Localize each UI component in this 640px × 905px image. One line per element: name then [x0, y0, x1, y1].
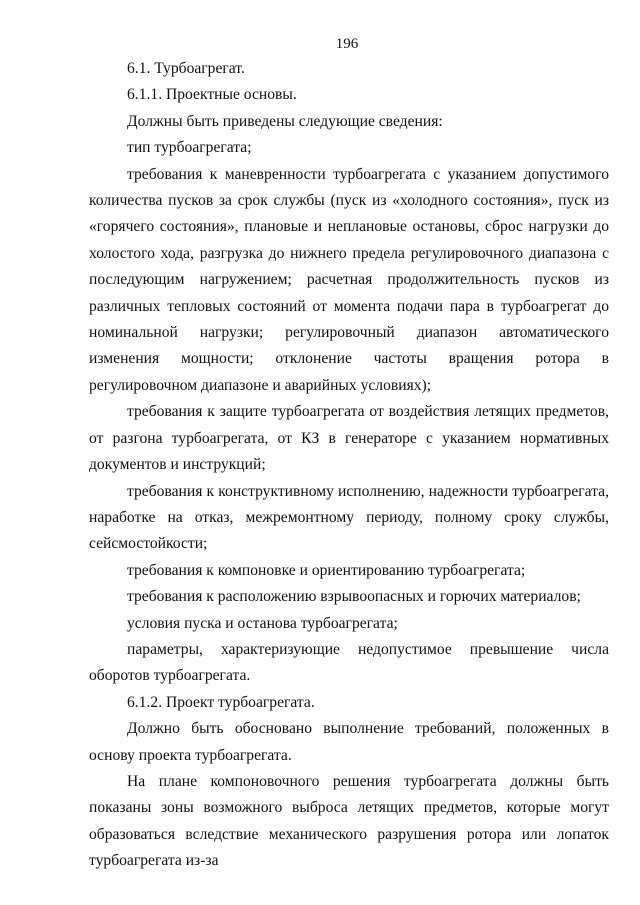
document-body: [89, 56, 609, 875]
section-heading-6-1: 6.1. Турбоагрегат.: [127, 60, 245, 77]
list-item-layout: требования к компоновке и ориентированию турбоагрегата;: [127, 561, 526, 579]
page-number: 196: [335, 36, 359, 52]
subsection-heading-6-1-1: 6.1.1. Проектные основы.: [127, 86, 297, 104]
intro-paragraph: Должны быть приведены следующие сведения:: [127, 112, 443, 130]
list-item-turbine-type: тип турбоагрегата;: [127, 139, 252, 157]
list-item-overspeed: параметры, характеризующие недопустимое превышение числа оборотов турбоагрегата.: [89, 640, 609, 685]
list-item-maneuverability: требования к маневренности турбоагрегата с указанием допустимого количества пусков за срок службы (пуск из «холодного состояния», пуск из «горячего состояния», плановые и неплановые остановы, сброс нагрузки до холостого хода, разгрузка до нижнего предела регулировочного диапазона с последующим нагружением; расчетная продолжительность пусков из различных тепловых состояний от момента подачи пара в турбоагрегат до номинальной нагрузки; регулировочный диапазон автоматического изменения мощности; отклонение частоты вращения ротора в регулировочном диапазоне и аварийных условиях);: [89, 165, 609, 394]
subsection-heading-6-1-2: 6.1.2. Проект турбоагрегата.: [127, 693, 315, 711]
list-item-start-stop: условия пуска и останова турбоагрегата;: [127, 614, 398, 632]
list-item-hazardous-materials: требования к расположению взрывоопасных и горючих материалов;: [127, 588, 581, 606]
paragraph-justification: Должно быть обосновано выполнение требований, положенных в основу проекта турбоагрегата.: [89, 720, 609, 764]
list-item-design-reliability: требования к конструктивному исполнению, надежности турбоагрегата, наработке на отказ, межремонтному периоду, полному сроку службы, сейсмостойкости;: [89, 482, 609, 553]
paragraph-layout-plan: На плане компоновочного решения турбоагрегата должны быть показаны зоны возможного выброса летящих предметов, которые могут образоваться вследствие механического разрушения ротора или лопаток турбоагрегата из-за: [89, 772, 609, 870]
list-item-protection: требования к защите турбоагрегата от воздействия летящих предметов, от разгона турбоагрегата, от КЗ в генераторе с указанием нормативных документов и инструкций;: [89, 403, 609, 474]
